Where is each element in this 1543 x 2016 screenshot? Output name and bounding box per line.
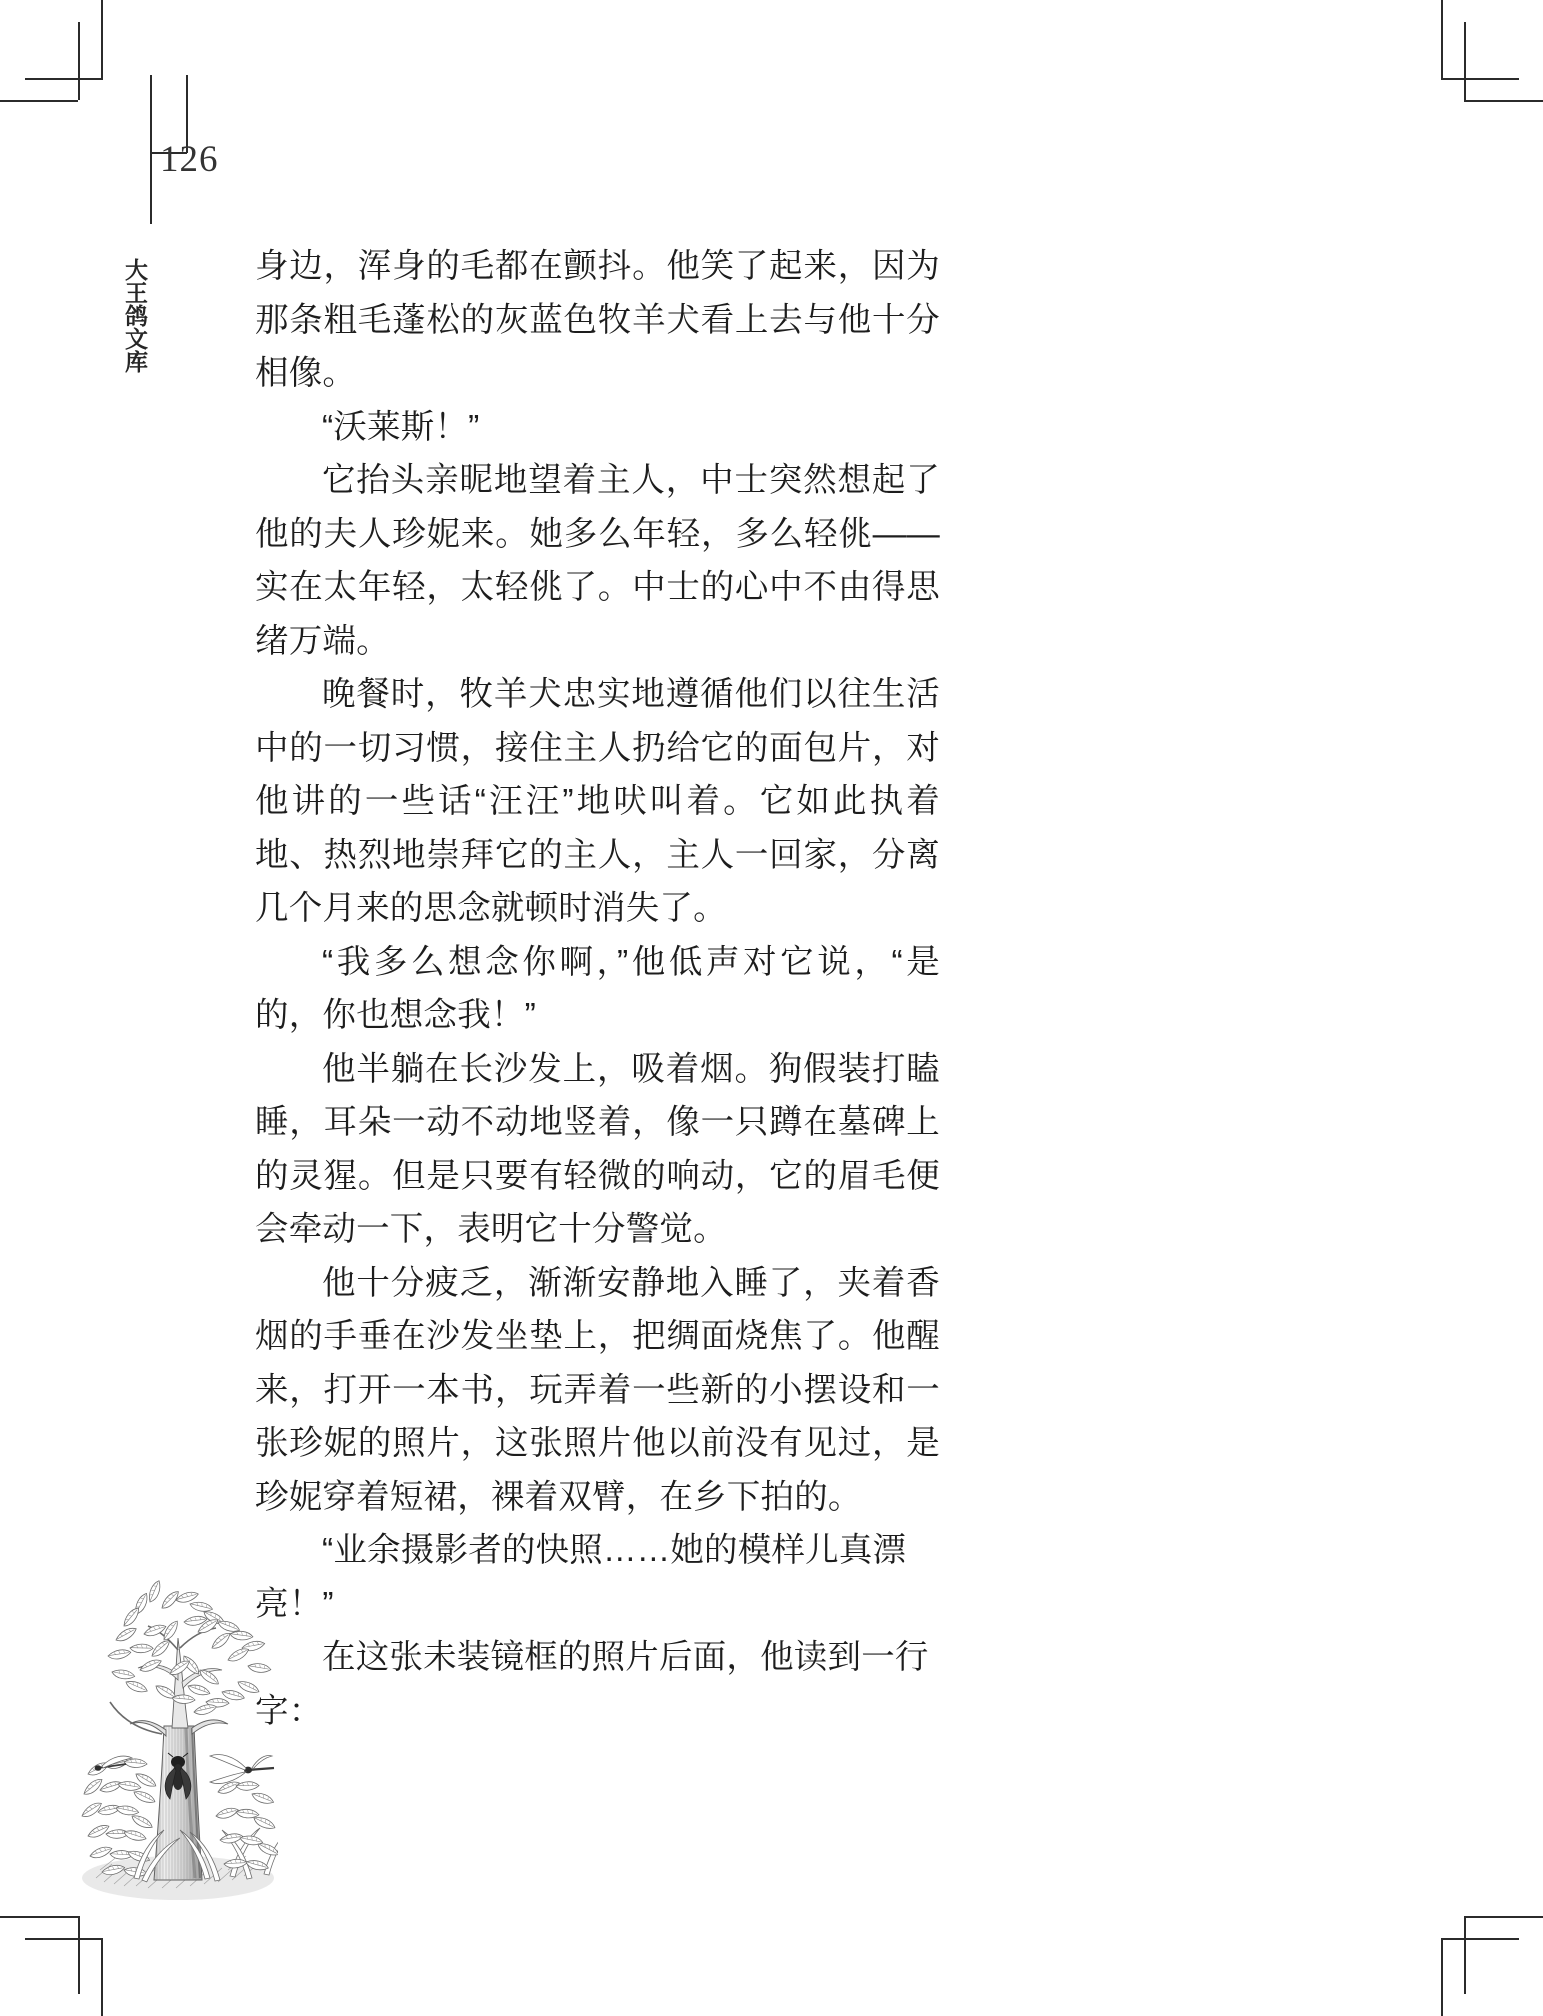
paragraph: “业余摄影者的快照……她的模样儿真漂亮！” bbox=[255, 1532, 907, 1623]
body-text-column bbox=[255, 240, 940, 1738]
paragraph: “沃莱斯！” bbox=[322, 408, 480, 446]
page-number: 126 bbox=[160, 139, 219, 180]
paragraph: 他十分疲乏，渐渐安静地入睡了，夹着香烟的手垂在沙发坐垫上，把绸面烧焦了。他醒来，打开一本书，玩弄着一些新的小摆设和一张珍妮的照片，这张照片他以前没有见过，是珍妮穿着短裙，裸着双臂，在乡下拍的。 bbox=[255, 1264, 940, 1516]
crop-mark-bottom-right bbox=[1343, 1826, 1543, 2016]
crop-mark-top-right bbox=[1343, 0, 1543, 190]
paragraph: 在这张未装镜框的照片后面，他读到一行字： bbox=[255, 1639, 929, 1730]
paragraph: 晚餐时，牧羊犬忠实地遵循他们以往生活中的一切习惯，接住主人扔给它的面包片，对他讲的一些话“汪汪”地吠叫着。它如此执着地、热烈地崇拜它的主人，主人一回家，分离几个月来的思念就顿时消失了。 bbox=[255, 676, 940, 927]
paragraph: 他半躺在长沙发上，吸着烟。狗假装打瞌睡，耳朵一动不动地竖着，像一只蹲在墓碑上的灵猩。但是只要有轻微的响动，它的眉毛便会牵动一下，表明它十分警觉。 bbox=[255, 1050, 940, 1248]
pencil-sketch-tree-illustration bbox=[78, 1578, 278, 1900]
paragraph: 身边，浑身的毛都在颤抖。他笑了起来，因为那条粗毛蓬松的灰蓝色牧羊犬看上去与他十分相像。 bbox=[255, 248, 940, 392]
series-imprint-vertical-label: 大王鸽文库 bbox=[122, 258, 148, 373]
dragonfly bbox=[210, 1755, 274, 1784]
paragraph: “我多么想念你啊，”他低声对它说，“是的，你也想念我！” bbox=[255, 943, 940, 1034]
paragraph: 它抬头亲昵地望着主人，中士突然想起了他的夫人珍妮来。她多么年轻，多么轻佻——实在太年轻，太轻佻了。中士的心中不由得思绪万端。 bbox=[255, 462, 940, 660]
